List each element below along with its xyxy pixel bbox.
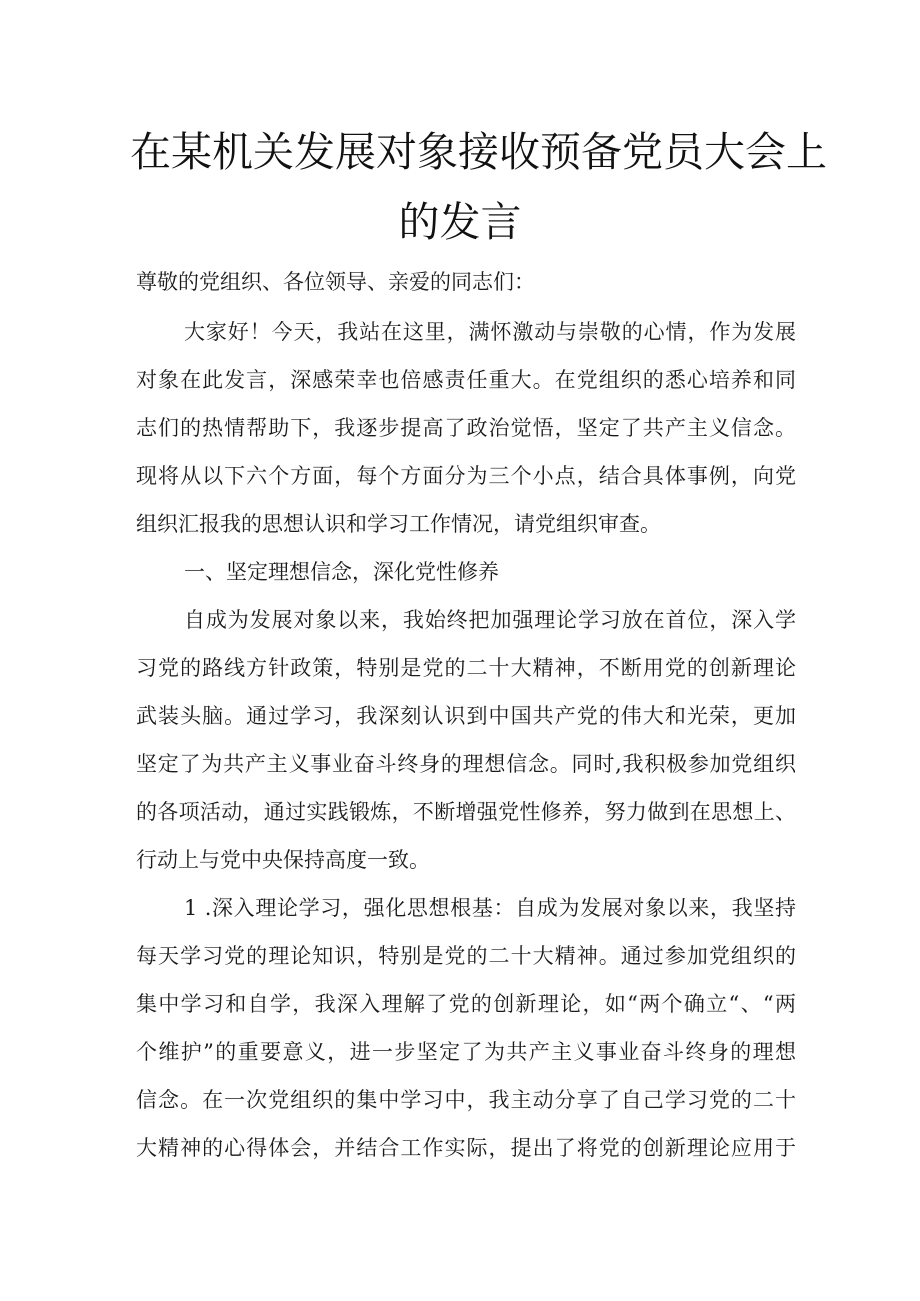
- paragraph-line: 武装头脑。通过学习，我深刻认识到中国共产党的伟大和光荣，更加: [136, 704, 796, 728]
- paragraph-line: 坚定了为共产主义事业奋斗终身的理想信念。同时,我积极参加党组织: [136, 752, 796, 776]
- paragraph-line: 自成为发展对象以来，我始终把加强理论学习放在首位，深入学: [184, 608, 796, 632]
- paragraph-line: 每天学习党的理论知识，特别是党的二十大精神。通过参加党组织的: [136, 944, 796, 968]
- greeting-text: 尊敬的党组织、各位领导、亲爱的同志们：: [136, 270, 535, 294]
- paragraph-line: 习党的路线方针政策，特别是党的二十大精神，不断用党的创新理论: [136, 656, 796, 680]
- paragraph-line: 1 .深入理论学习，强化思想根基：自成为发展对象以来，我坚持: [184, 896, 796, 920]
- paragraph-line: 的各项活动，通过实践锻炼，不断增强党性修养，努力做到在思想上、: [136, 800, 796, 824]
- greeting: [136, 258, 796, 306]
- paragraph-intro: [136, 308, 796, 548]
- section-heading-1: [136, 548, 796, 596]
- paragraph-line: 集中学习和自学，我深入理解了党的创新理论，如“两个确立“、“两: [136, 992, 796, 1016]
- paragraph-line: 信念。在一次党组织的集中学习中，我主动分享了自己学习党的二十: [136, 1088, 796, 1112]
- section-heading-text: 一、坚定理想信念，深化党性修养: [184, 560, 499, 584]
- paragraph-line: 志们的热情帮助下，我逐步提高了政治觉悟，坚定了共产主义信念。: [136, 416, 796, 440]
- paragraph-line: 现将从以下六个方面，每个方面分为三个小点，结合具体事例，向党: [136, 464, 796, 488]
- document-title-line-2: 的发言: [398, 198, 522, 246]
- paragraph-line: 大精神的心得体会，并结合工作实际，提出了将党的创新理论应用于: [136, 1136, 796, 1160]
- paragraph-section1: [136, 596, 796, 884]
- paragraph-line: 个维护”的重要意义，进一步坚定了为共产主义事业奋斗终身的理想: [136, 1040, 796, 1064]
- paragraph-line: 组织汇报我的思想认识和学习工作情况，请党组织审查。: [136, 512, 661, 536]
- paragraph-point-1: [136, 884, 796, 1172]
- paragraph-line: 行动上与党中央保持高度一致。: [136, 848, 430, 872]
- document-title-line-1: 在某机关发展对象接收预备党员大会上: [130, 128, 827, 176]
- paragraph-line: 对象在此发言，深感荣幸也倍感责任重大。在党组织的悉心培养和同: [136, 368, 796, 392]
- paragraph-line: 大家好！今天，我站在这里，满怀激动与崇敬的心情，作为发展: [184, 320, 796, 344]
